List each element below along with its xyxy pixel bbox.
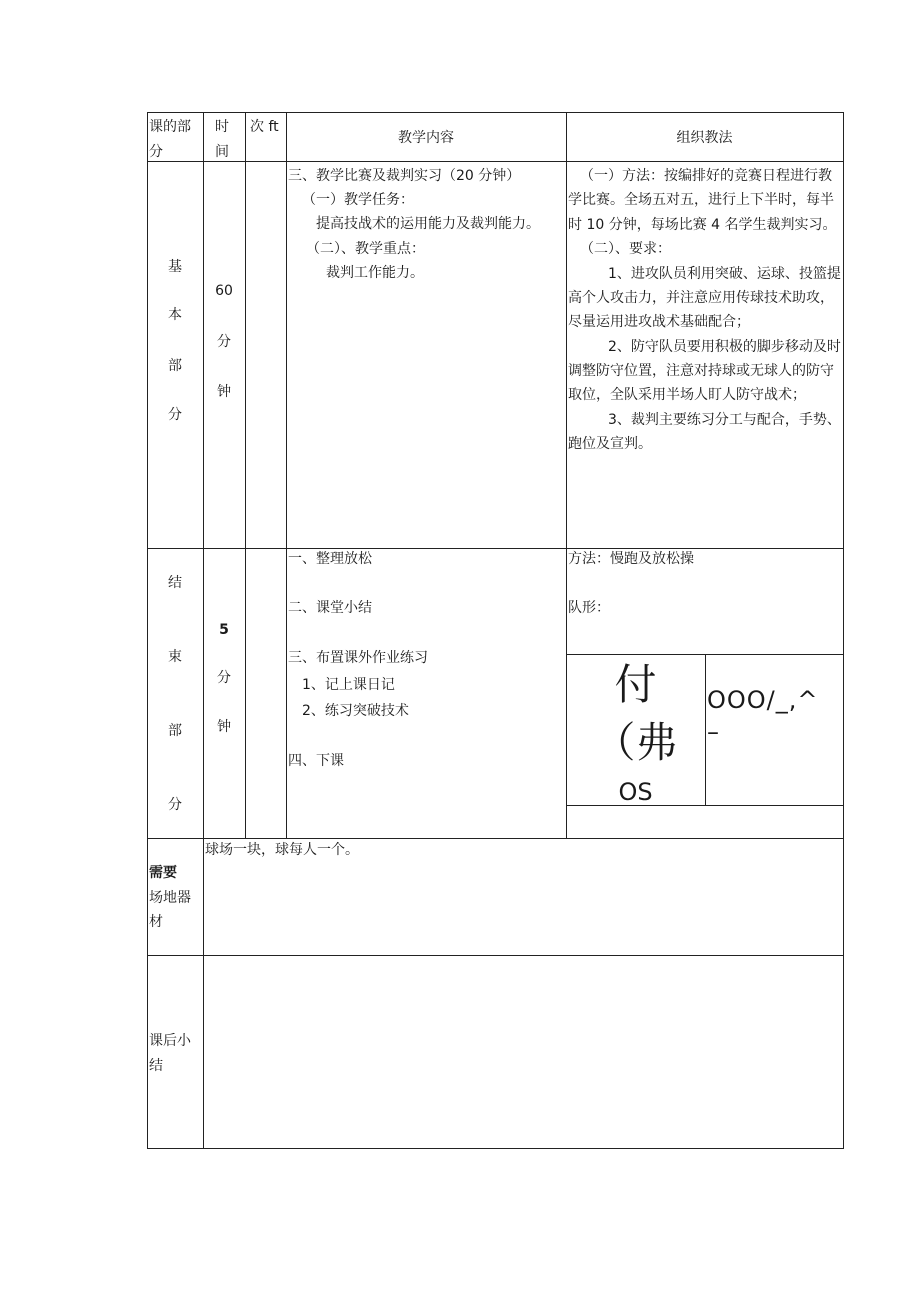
table-rule-equipment-end: [147, 955, 844, 956]
header-time-line2: 间: [215, 144, 229, 160]
header-content: 教学内容: [398, 130, 454, 146]
header-method: 组织教法: [676, 130, 733, 146]
col-rule-count: [286, 112, 287, 839]
header-section-line2: 分: [149, 144, 163, 160]
table-border-bottom: [147, 1148, 844, 1149]
header-count: 次 ft: [250, 119, 279, 135]
lesson-plan-page: 课的部 分 时 间 次 ft 教学内容 组织教法 基 本 部 分 60 分 钟 三、教学比赛及裁判实习（20 分钟） （一）教学任务： 提高技战术的运用能力及裁判能力。 （二）、教学重点： 裁判工作能力。 （一）方法：按编排好的竞赛日程进行教 学比赛。全场五对五，进行上下半时，每半 时 10 分钟，每场比赛 4 名学生裁判实习。 （二）、要求： 1、进攻队员利用突破、运球、投篮提 高个人攻击力，并注意应用传球技术助攻， 尽量运用进攻战术基础配合； 2、防守队员要用积极的脚步移动及时 调整防守位置，注意对持球或无球人的防守 取位，全队采用半场人盯人防守战术； 3、裁判主要练习分工与配合，手势、 跑位及宣判。 结 束 部 分 5 分 钟 一、整理放松 二、课堂小结 三、布置课外作业练习 1、记上课日记 2、练习突破技术 四、下课 方法：慢跑及放松操 队形： 付 （弗 OS OOO/_,^ – 需要 场地器 材 球场一块，球每人一个。 课后小 结: [0, 0, 920, 1301]
table-rule-header: [147, 161, 844, 162]
equipment-value: 球场一块，球每人一个。: [205, 842, 359, 858]
formation-divider: [705, 654, 706, 806]
table-border-top: [147, 112, 844, 113]
table-border-right: [843, 112, 844, 1149]
header-time-line1: 时: [215, 119, 229, 135]
table-rule-ending-end: [147, 838, 844, 839]
header-section-line1: 课的部: [149, 119, 191, 135]
table-rule-basic-end: [147, 548, 844, 549]
col-rule-time: [245, 112, 246, 839]
